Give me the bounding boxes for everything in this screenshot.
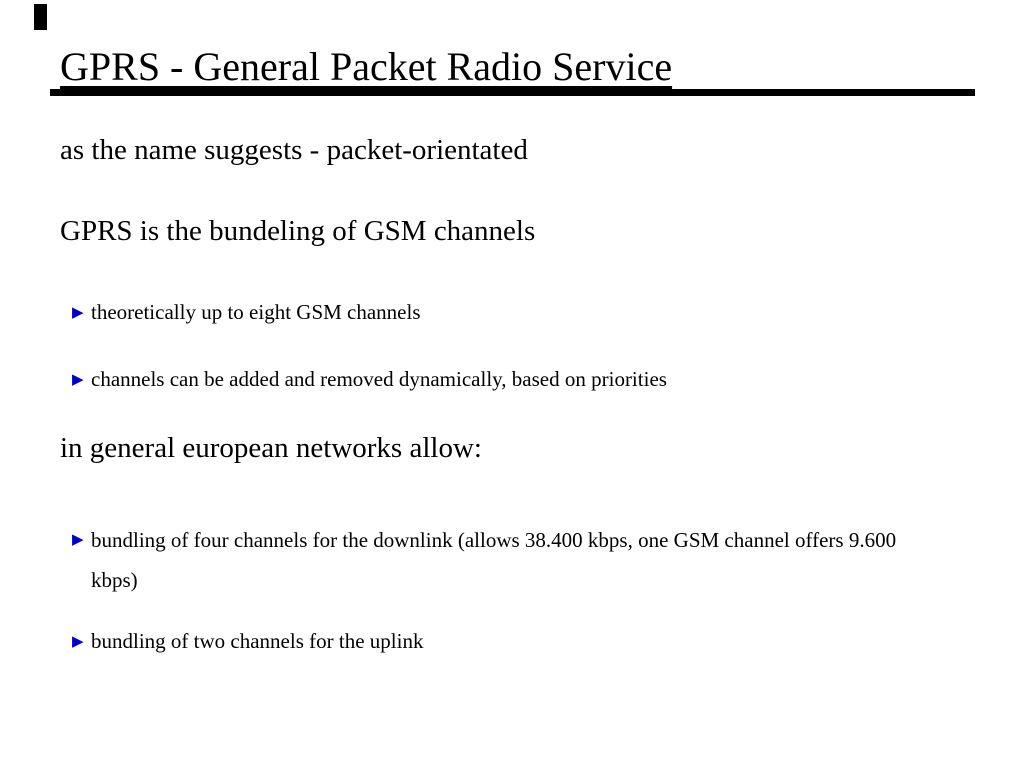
slide-title: GPRS - General Packet Radio Service xyxy=(60,44,673,89)
bullet-triangle-icon: ▶ xyxy=(72,632,84,650)
bullet-triangle-icon: ▶ xyxy=(72,303,84,321)
text-line-networks: in general european networks allow: xyxy=(60,432,482,464)
bullet-item xyxy=(72,520,920,600)
bullet-item xyxy=(72,298,421,326)
corner-mark xyxy=(34,4,47,30)
bullet-item-text: theoretically up to eight GSM channels xyxy=(91,300,421,324)
bullet-item-text: bundling of four channels for the downlink (allows 38.400 kbps, one GSM channel offers 9.600 kbps) xyxy=(91,528,897,592)
bullet-item-text: bundling of two channels for the uplink xyxy=(91,629,424,653)
title-underline-rule xyxy=(50,89,975,96)
bullet-item xyxy=(72,365,667,393)
bullet-item xyxy=(72,627,423,655)
text-line-intro: as the name suggests - packet-orientated xyxy=(60,134,528,166)
bullet-triangle-icon: ▶ xyxy=(72,370,84,388)
bullet-triangle-icon: ▶ xyxy=(72,530,84,548)
text-line-bundling: GPRS is the bundeling of GSM channels xyxy=(60,215,536,247)
bullet-item-text: channels can be added and removed dynamically, based on priorities xyxy=(91,367,667,391)
